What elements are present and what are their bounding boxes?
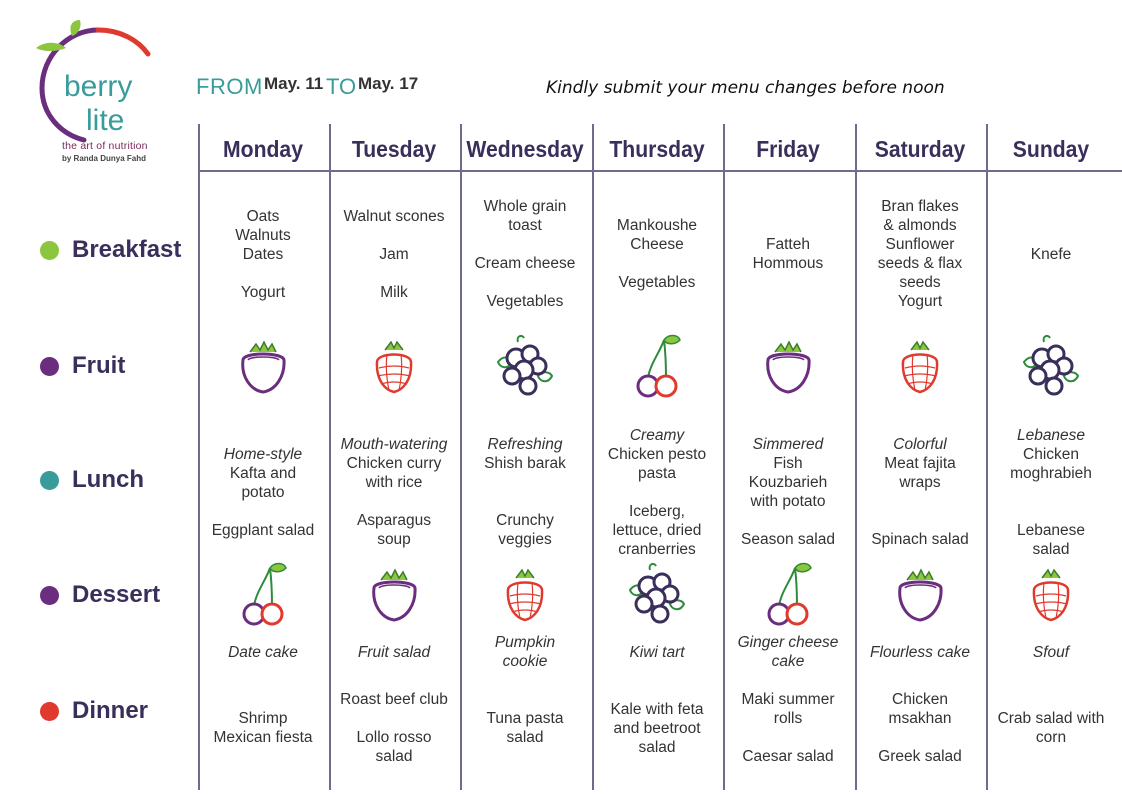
strawberry-icon (359, 560, 429, 630)
menu-line: Kale with feta (610, 700, 704, 718)
lunch-monday (198, 445, 328, 540)
svg-text:berry: berry (64, 70, 133, 103)
menu-line: veggies (498, 531, 552, 548)
lunch-tuesday (329, 435, 459, 549)
strawberry-icon (885, 560, 955, 630)
dinner-tuesday (329, 690, 459, 766)
menu-line: rolls (773, 710, 803, 727)
menu-line: seeds & flax (877, 255, 963, 272)
menu-line: Vegetables (618, 274, 696, 291)
lunch-sunday (986, 426, 1116, 559)
dinner-thursday (592, 700, 722, 757)
menu-line: Date cake (228, 643, 298, 661)
menu-line: salad (1032, 540, 1070, 558)
menu-line: Meat fajita (884, 455, 956, 472)
menu-line: Tuna pasta (486, 710, 564, 727)
menu-line: Kiwi tart (629, 643, 685, 661)
menu-line: Jam (379, 245, 409, 263)
menu-line: Asparagus (356, 512, 432, 529)
spacer (198, 264, 328, 283)
menu-line: Greek salad (878, 748, 962, 765)
header-divider (198, 170, 1122, 172)
menu-line: Simmered (752, 436, 824, 453)
spacer (592, 254, 722, 273)
to-label: TO (326, 74, 357, 99)
spacer (986, 483, 1116, 502)
lunch-thursday (592, 426, 722, 559)
spacer (460, 473, 590, 492)
menu-line: with rice (365, 474, 423, 491)
menu-line: Fatteh (766, 236, 810, 253)
menu-line: Lollo rosso (356, 729, 432, 746)
spacer (460, 235, 590, 254)
dessert-saturday (855, 643, 985, 662)
menu-line: Yogurt (897, 293, 943, 310)
spacer (855, 492, 985, 511)
raspberry-icon (885, 332, 955, 402)
menu-line: toast (508, 217, 542, 234)
row-label-lunch: Lunch (40, 466, 144, 494)
menu-line: Vegetables (486, 293, 564, 310)
menu-line: Lebanese (1016, 521, 1086, 539)
spacer (329, 226, 459, 245)
breakfast-sunday (986, 245, 1116, 264)
menu-line: Spinach salad (871, 531, 969, 548)
breakfast-tuesday (329, 207, 459, 302)
spacer (329, 264, 459, 283)
blueberry-icon (622, 560, 692, 630)
tagline: the art of nutrition (62, 140, 148, 152)
menu-line: salad (375, 748, 413, 765)
menu-line: msakhan (888, 710, 952, 727)
menu-line: salad (506, 729, 544, 746)
menu-line: Sunflower (885, 236, 955, 253)
dinner-monday (198, 709, 328, 747)
menu-line: salad (638, 738, 676, 756)
menu-line: Colorful (893, 436, 947, 453)
spacer (329, 709, 459, 728)
raspberry-icon (490, 560, 560, 630)
menu-line: Home-style (223, 445, 303, 463)
spacer (198, 502, 328, 521)
spacer (986, 502, 1116, 521)
menu-line: Maki summer (741, 691, 835, 708)
cherry-icon (622, 332, 692, 402)
menu-line: Shrimp (238, 710, 288, 727)
menu-line: Kafta and (229, 464, 297, 482)
bullet-icon (40, 702, 59, 721)
cherry-icon (753, 560, 823, 630)
breakfast-monday (198, 207, 328, 302)
menu-line: Fish (773, 455, 803, 472)
day-header-friday: Friday (756, 136, 820, 162)
menu-line: Oats (246, 207, 280, 225)
menu-line: lettuce, dried (612, 521, 702, 539)
dessert-monday (198, 643, 328, 662)
spacer (460, 492, 590, 511)
spacer (329, 492, 459, 511)
menu-line: seeds (899, 274, 941, 291)
menu-line: moghrabieh (1010, 464, 1092, 482)
menu-line: Yogurt (240, 283, 286, 301)
from-date: May. 11 (264, 74, 324, 93)
bullet-icon (40, 357, 59, 376)
lunch-saturday (855, 435, 985, 549)
spacer (592, 483, 722, 502)
menu-line: Chicken curry (346, 455, 442, 472)
submission-note: Kindly submit your menu changes before noon (546, 78, 945, 98)
menu-line: cranberries (618, 540, 696, 558)
breakfast-friday (723, 235, 853, 273)
menu-line: Whole grain (483, 198, 567, 215)
menu-line: Walnut scones (343, 207, 445, 225)
lunch-friday (723, 435, 853, 549)
day-header-sunday: Sunday (1012, 136, 1090, 162)
breakfast-thursday (592, 216, 722, 292)
menu-line: Cream cheese (474, 255, 576, 272)
dessert-thursday (592, 643, 722, 662)
byline: by Randa Dunya Fahd (62, 154, 147, 163)
dinner-wednesday (460, 709, 590, 747)
spacer (855, 511, 985, 530)
blueberry-icon (490, 332, 560, 402)
menu-line: cake (771, 653, 805, 670)
menu-line: Season salad (741, 531, 835, 548)
menu-line: Creamy (629, 426, 685, 444)
spacer (855, 728, 985, 747)
menu-line: with potato (750, 493, 826, 510)
menu-line: and beetroot (613, 719, 701, 737)
menu-line: Chicken (1023, 445, 1079, 463)
dessert-sunday (986, 643, 1116, 662)
menu-line: Mexican fiesta (213, 729, 313, 746)
dessert-friday (723, 633, 853, 671)
menu-line: Mankoushe (616, 217, 698, 234)
menu-line: Chicken pesto (607, 445, 707, 463)
menu-line: Bran flakes (881, 198, 959, 215)
menu-line: Chicken (892, 691, 948, 708)
dinner-friday (723, 690, 853, 766)
menu-line: Iceberg, (628, 502, 685, 520)
menu-line: Hommous (752, 255, 824, 272)
menu-line: Ginger cheese (737, 634, 839, 651)
raspberry-icon (359, 332, 429, 402)
menu-line: Mouth-watering (340, 436, 448, 453)
menu-line: Dates (242, 245, 284, 263)
spacer (723, 511, 853, 530)
dessert-wednesday (460, 633, 590, 671)
menu-line: Milk (380, 283, 408, 301)
menu-line: Fruit salad (357, 643, 431, 661)
row-label-dessert: Dessert (40, 581, 160, 609)
row-label-dinner: Dinner (40, 697, 148, 725)
menu-line: corn (1035, 729, 1067, 746)
from-label: FROM (196, 74, 263, 99)
menu-line: Shish barak (484, 455, 566, 472)
day-header-wednesday: Wednesday (466, 136, 584, 162)
day-header-monday: Monday (223, 136, 303, 162)
spacer (460, 273, 590, 292)
day-header-tuesday: Tuesday (351, 136, 437, 162)
blueberry-icon (1016, 332, 1086, 402)
breakfast-wednesday (460, 197, 590, 311)
menu-line: Cheese (630, 236, 684, 253)
day-header-saturday: Saturday (874, 136, 966, 162)
menu-line: pasta (638, 464, 676, 482)
bullet-icon (40, 471, 59, 490)
cherry-icon (228, 560, 298, 630)
dinner-sunday (986, 709, 1116, 747)
dessert-tuesday (329, 643, 459, 662)
menu-line: wraps (899, 474, 941, 491)
day-header-thursday: Thursday (609, 136, 705, 162)
row-label-fruit: Fruit (40, 352, 125, 380)
breakfast-saturday (855, 197, 985, 311)
strawberry-icon (228, 332, 298, 402)
raspberry-icon (1016, 560, 1086, 630)
menu-line: Flourless cake (870, 643, 970, 661)
menu-line: Crunchy (496, 512, 554, 529)
menu-line: potato (241, 483, 285, 501)
menu-line: Lebanese (1016, 426, 1086, 444)
to-date: May. 17 (358, 74, 419, 93)
menu-line: Pumpkin (494, 634, 556, 651)
menu-line: Sfouf (1032, 643, 1070, 661)
row-label-breakfast: Breakfast (40, 236, 181, 264)
menu-line: Caesar salad (742, 748, 834, 765)
menu-line: Crab salad with (997, 710, 1105, 727)
menu-line: Roast beef club (340, 691, 448, 708)
strawberry-icon (753, 332, 823, 402)
dinner-saturday (855, 690, 985, 766)
menu-line: cookie (502, 653, 548, 670)
menu-line: Eggplant salad (211, 521, 315, 539)
bullet-icon (40, 241, 59, 260)
menu-line: Refreshing (487, 436, 563, 453)
bullet-icon (40, 586, 59, 605)
spacer (723, 728, 853, 747)
menu-line: soup (377, 531, 411, 548)
menu-line: & almonds (883, 217, 957, 234)
menu-line: Walnuts (235, 226, 291, 244)
menu-line: Knefe (1030, 245, 1072, 263)
svg-text:lite: lite (86, 104, 125, 137)
lunch-wednesday (460, 435, 590, 549)
menu-line: Kouzbarieh (748, 474, 828, 491)
